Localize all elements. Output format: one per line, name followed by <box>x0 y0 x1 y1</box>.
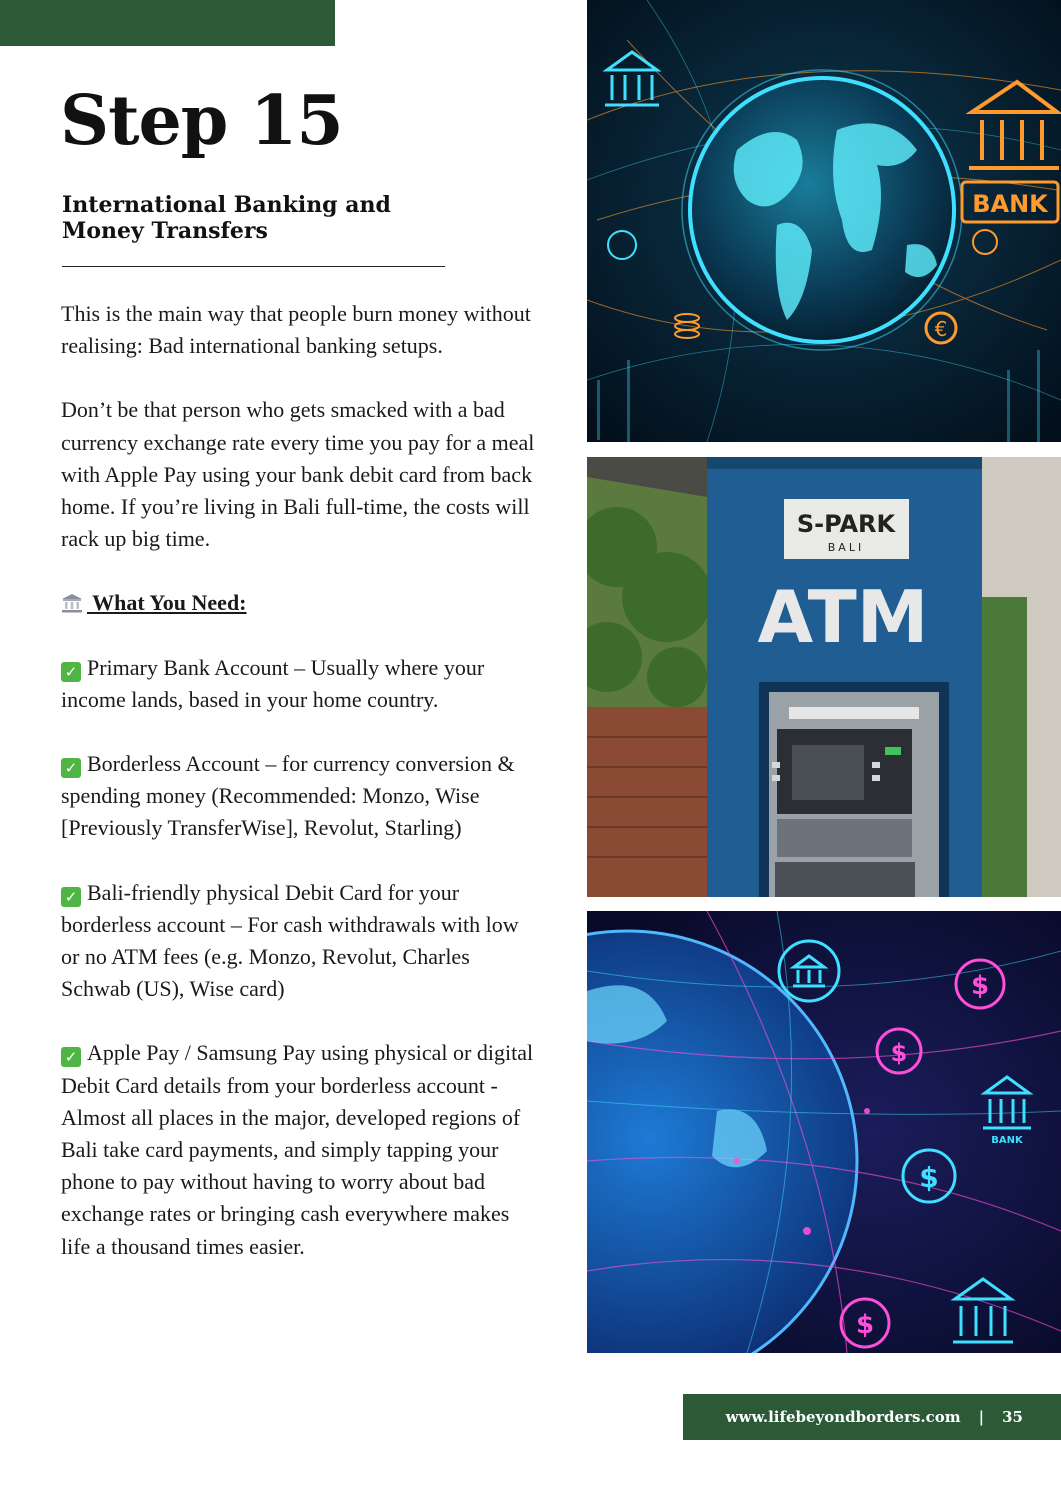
svg-text:BANK: BANK <box>972 190 1048 218</box>
need-item-text: Apple Pay / Samsung Pay using physical or digital Debit Card details from your borderless account - Almost all places in the major, developed regions of Bali take card payments, and simply tapping your phone to pay without having to worry about bad exchange rates or bringing cash everywhere makes life a thousand times easier. <box>61 1040 534 1259</box>
svg-text:ATM: ATM <box>757 575 929 659</box>
svg-text:BANK: BANK <box>991 1135 1023 1146</box>
atm-photo <box>587 457 1061 897</box>
need-item-text: Borderless Account – for currency conversion & spending money (Recommended: Monzo, Wise [Previously TransferWise], Revolut, Starling) <box>61 751 515 841</box>
bank-emoji-icon <box>61 593 83 613</box>
need-item-text: Bali-friendly physical Debit Card for your borderless account – For cash withdrawals with low or no ATM fees (e.g. Monzo, Revolut, Charles Schwab (US), Wise card) <box>61 879 519 1002</box>
need-item <box>61 652 541 716</box>
svg-text:$: $ <box>855 1310 875 1340</box>
footer-bar <box>683 1394 1061 1440</box>
check-icon: ✓ <box>61 662 81 682</box>
body-content <box>61 298 541 1295</box>
what-you-need-heading <box>61 587 541 619</box>
top-accent-bar <box>0 0 335 46</box>
svg-text:S-PARK: S-PARK <box>796 510 896 538</box>
title-divider <box>62 266 445 267</box>
svg-text:€: € <box>934 317 948 341</box>
need-item <box>61 1037 541 1262</box>
page-number: 35 <box>1002 1408 1023 1426</box>
check-icon: ✓ <box>61 887 81 907</box>
what-you-need-label: What You Need: <box>87 590 247 616</box>
need-item <box>61 877 541 1006</box>
svg-text:BALI: BALI <box>827 541 865 554</box>
footer-website-link[interactable]: www.lifebeyondborders.com <box>725 1408 961 1426</box>
page-title: Step 15 <box>60 81 343 161</box>
page-subtitle: International Banking and Money Transfers <box>62 192 391 244</box>
footer-separator: | <box>978 1408 985 1426</box>
digital-finance-image <box>587 911 1061 1353</box>
intro-paragraph: This is the main way that people burn money without realising: Bad international banking setups. <box>61 301 531 359</box>
svg-text:$: $ <box>919 1161 939 1194</box>
check-icon: ✓ <box>61 1047 81 1067</box>
globe-icon <box>690 78 954 342</box>
check-icon: ✓ <box>61 758 81 778</box>
context-paragraph: Don’t be that person who gets smacked with a bad currency exchange rate every time you pay for a meal with Apple Pay using your bank debit card from back home. If you’re living in Bali full-time, the costs will rack up big time. <box>61 397 535 552</box>
need-item-text: Primary Bank Account – Usually where your income lands, based in your home country. <box>61 654 485 712</box>
svg-text:$: $ <box>970 971 990 1001</box>
svg-text:$: $ <box>890 1039 908 1067</box>
need-item <box>61 748 541 845</box>
globe-banking-image <box>587 0 1061 442</box>
